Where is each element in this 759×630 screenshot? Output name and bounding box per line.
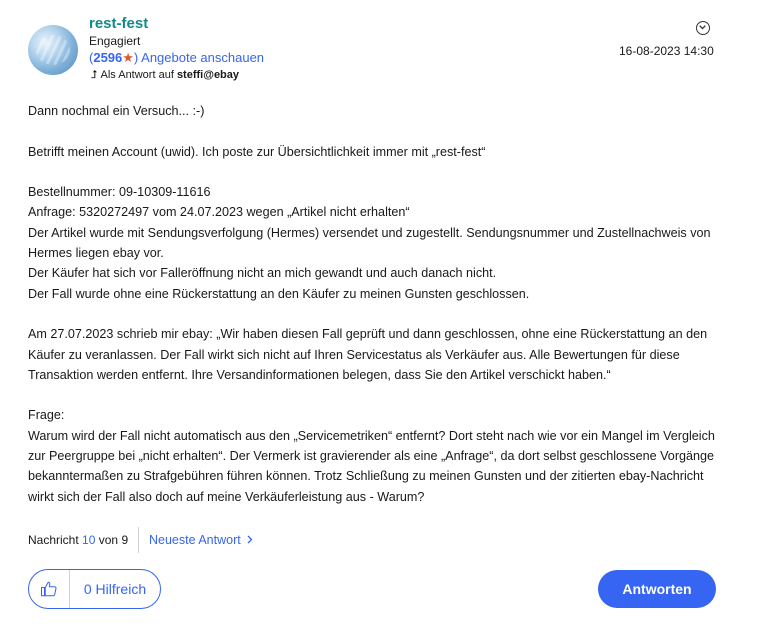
body-line: Der Käufer hat sich vor Falleröffnung nicht an mich gewandt und auch danach nicht. bbox=[28, 266, 497, 281]
body-line: zur Peergruppe bei „nicht erhalten“. Der Vermerk ist gravierender als eine „Anfrage“, da dort selbst geschlossene Vorgänge bbox=[28, 449, 715, 464]
body-line: Warum wird der Fall nicht automatisch aus den „Servicemetriken“ entfernt? Dort steht nach wie vor ein Mangel im Vergleich bbox=[28, 428, 715, 443]
body-line: Der Fall wurde ohne eine Rückerstattung an den Käufer zu meinen Gunsten geschlossen. bbox=[28, 286, 530, 301]
reply-to-line bbox=[91, 69, 239, 82]
reply-target-link[interactable]: steffi@ebay bbox=[176, 69, 240, 81]
body-line: wirkt sich der Fall also doch auf meine Verkäuferleistung aus - Warum? bbox=[28, 489, 425, 504]
post-menu-button[interactable] bbox=[696, 21, 710, 35]
body-line: Frage: bbox=[28, 408, 65, 423]
message-current-link[interactable]: 10 bbox=[82, 533, 96, 547]
message-counter bbox=[28, 533, 128, 547]
reply-prefix: Als Antwort auf bbox=[100, 69, 174, 81]
user-rank: Engagiert bbox=[89, 34, 141, 48]
message-label: Nachricht bbox=[28, 533, 79, 547]
thumbs-up-icon bbox=[40, 580, 58, 598]
body-line: bekanntermaßen zu Strafgebühren führen können. Trotz Schließung zu meinen Gunsten und der zitierten ebay-Nachricht bbox=[28, 469, 704, 484]
helpful-button[interactable] bbox=[28, 569, 161, 609]
post-date: 16-08-2023 14:30 bbox=[619, 44, 714, 58]
latest-reply-label: Neueste Antwort bbox=[149, 533, 241, 547]
username-link[interactable]: rest-fest bbox=[89, 15, 149, 32]
body-line: Betrifft meinen Account (uwid). Ich poste zur Übersichtlichkeit immer mit „rest-fest“ bbox=[28, 144, 486, 159]
message-total: 9 bbox=[121, 533, 129, 547]
star-icon: ★ bbox=[122, 50, 134, 65]
feedback-count[interactable]: 2596 bbox=[93, 50, 123, 65]
body-line: Dann nochmal ein Versuch... :-) bbox=[28, 104, 205, 118]
footer-divider bbox=[138, 527, 139, 553]
reply-arrow-icon: ⮥ bbox=[91, 69, 98, 81]
body-line: Käufer zu veranlassen. Der Fall wirkt sich nicht auf Ihren Servicestatus als Verkäufer aus. Alle Bewertungen für diese bbox=[28, 347, 680, 362]
body-line: Bestellnummer: 09-10309-11616 bbox=[28, 185, 211, 200]
body-line: Anfrage: 5320272497 vom 24.07.2023 wegen „Artikel nicht erhalten“ bbox=[28, 205, 410, 220]
chevron-down-icon bbox=[699, 25, 706, 30]
helpful-count: 0 Hilfreich bbox=[83, 581, 147, 597]
body-line: Am 27.07.2023 schrieb mir ebay: „Wir haben diesen Fall geprüft und dann geschlossen, ohne eine Rückerstattung an den bbox=[28, 327, 708, 342]
post-body bbox=[28, 101, 728, 507]
offers-line: (2596★) Angebote anschauen bbox=[89, 50, 265, 65]
reply-button[interactable]: Antworten bbox=[598, 570, 716, 608]
message-of: von bbox=[98, 533, 119, 547]
latest-reply-link[interactable] bbox=[149, 533, 253, 547]
chevron-right-icon bbox=[247, 533, 253, 547]
body-line: Hermes liegen ebay vor. bbox=[28, 246, 164, 261]
offers-link[interactable]: Angebote anschauen bbox=[141, 50, 265, 65]
avatar[interactable] bbox=[28, 25, 78, 75]
thumbs-up-button[interactable] bbox=[29, 570, 70, 608]
body-line: Der Artikel wurde mit Sendungsverfolgung (Hermes) versendet und zugestellt. Sendungsnummer und Zustellnachweis von bbox=[28, 225, 711, 240]
body-line: Transaktion werden entfernt. Ihre Versandinformationen belegen, dass Sie den Artikel verschickt haben.“ bbox=[28, 367, 611, 382]
